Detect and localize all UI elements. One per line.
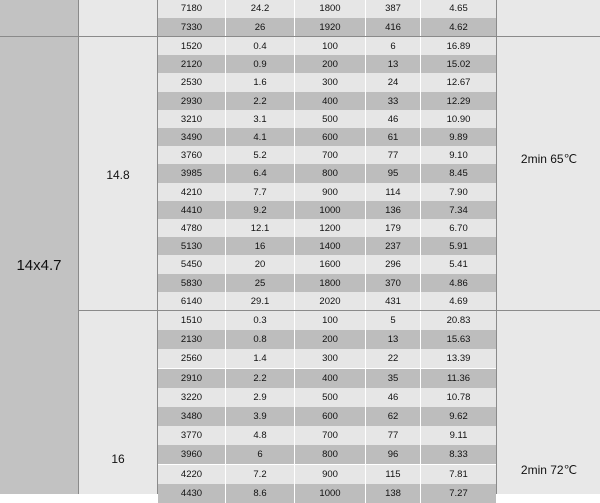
- pressure-cell: 2130: [158, 330, 226, 349]
- flow-cell: 1000: [295, 484, 366, 503]
- pressure-cell: 3490: [158, 128, 226, 147]
- flow-cell: 1400: [295, 237, 366, 256]
- power-output-cell: 35: [366, 369, 421, 388]
- efficiency-cell: 9.11: [449, 430, 468, 442]
- table-row: [158, 183, 496, 202]
- efficiency-cell: 10.90: [446, 113, 471, 125]
- power-output-cell: 96: [366, 445, 421, 464]
- pressure-cell: 5450: [158, 255, 226, 274]
- current-cell: 0.8: [226, 330, 295, 349]
- efficiency-cell: 20.83: [446, 315, 471, 326]
- pressure-cell: 5130: [158, 237, 226, 256]
- table-row: [158, 37, 496, 56]
- pressure-cell: 3960: [158, 445, 226, 464]
- power-output-cell: 387: [366, 0, 421, 18]
- current-cell: 3.9: [226, 407, 295, 426]
- current-cell: 0.4: [226, 37, 295, 56]
- table-row: [158, 330, 496, 349]
- pressure-cell: 2910: [158, 369, 226, 388]
- table-row: [158, 73, 496, 92]
- power-output-cell: 95: [366, 164, 421, 183]
- flow-cell: 800: [295, 164, 366, 183]
- pressure-cell: 4210: [158, 183, 226, 202]
- flow-cell: 100: [295, 311, 366, 330]
- efficiency-cell: 4.69: [449, 295, 468, 307]
- power-output-cell: 62: [366, 407, 421, 426]
- table-row: [158, 219, 496, 238]
- table-row: [158, 164, 496, 183]
- flow-cell: 1920: [295, 18, 366, 37]
- efficiency-cell: 9.10: [449, 150, 468, 162]
- pressure-cell: 1520: [158, 37, 226, 56]
- pressure-cell: 3760: [158, 146, 226, 165]
- flow-cell: 500: [295, 388, 366, 407]
- current-cell: 1.6: [226, 73, 295, 92]
- pressure-cell: 2560: [158, 349, 226, 368]
- condition-cell-previous: [496, 0, 600, 36]
- pressure-cell: 7180: [158, 0, 226, 18]
- current-cell: 0.9: [226, 55, 295, 74]
- power-output-cell: 431: [366, 292, 421, 311]
- table-row: [158, 55, 496, 74]
- efficiency-cell: 6.70: [449, 223, 468, 234]
- pressure-cell: 6140: [158, 292, 226, 311]
- table-row: [158, 445, 496, 464]
- flow-cell: 1200: [295, 219, 366, 238]
- current-cell: 0.3: [226, 311, 295, 330]
- power-output-cell: 179: [366, 219, 421, 238]
- current-cell: 16: [226, 237, 295, 256]
- condition-cell-group-2: [496, 311, 600, 494]
- table-row: [158, 18, 496, 37]
- flow-cell: 800: [295, 445, 366, 464]
- power-output-cell: 77: [366, 426, 421, 445]
- pressure-cell: 4780: [158, 219, 226, 238]
- efficiency-cell: 8.45: [449, 168, 468, 180]
- pressure-cell: 4220: [158, 465, 226, 484]
- group-separator: [79, 310, 600, 311]
- efficiency-cell: 15.02: [446, 59, 471, 71]
- power-output-cell: 237: [366, 237, 421, 256]
- flow-cell: 200: [295, 330, 366, 349]
- flow-cell: 600: [295, 407, 366, 426]
- flow-cell: 900: [295, 183, 366, 202]
- efficiency-cell: 8.33: [449, 449, 468, 461]
- efficiency-cell: 7.81: [449, 468, 468, 480]
- table-row: [158, 311, 496, 330]
- table-row: [158, 146, 496, 165]
- power-output-cell: 370: [366, 274, 421, 293]
- flow-cell: 1600: [295, 255, 366, 274]
- condition-label-group-2: 2min 72℃: [520, 463, 578, 477]
- pressure-cell: 2530: [158, 73, 226, 92]
- current-cell: 4.1: [226, 128, 295, 147]
- current-cell: 3.1: [226, 110, 295, 129]
- table-row: [158, 349, 496, 368]
- efficiency-cell: 12.29: [446, 95, 471, 107]
- current-cell: 6.4: [226, 164, 295, 183]
- flow-cell: 400: [295, 369, 366, 388]
- current-cell: 2.9: [226, 388, 295, 407]
- flow-cell: 1800: [295, 0, 366, 18]
- current-cell: 5.2: [226, 146, 295, 165]
- table-row: [158, 0, 496, 18]
- pressure-cell: 3210: [158, 110, 226, 129]
- power-output-cell: 24: [366, 73, 421, 92]
- pressure-cell: 2930: [158, 92, 226, 111]
- current-cell: 29.1: [226, 292, 295, 311]
- current-cell: 20: [226, 255, 295, 274]
- power-output-cell: 136: [366, 201, 421, 220]
- power-output-cell: 46: [366, 110, 421, 129]
- efficiency-cell: 7.90: [449, 186, 468, 198]
- size-cell-previous: [0, 0, 79, 37]
- efficiency-cell: 7.34: [449, 204, 468, 216]
- current-cell: 2.2: [226, 369, 295, 388]
- power-output-cell: 6: [366, 37, 421, 56]
- table-row: [158, 92, 496, 111]
- flow-cell: 700: [295, 426, 366, 445]
- power-output-cell: 138: [366, 484, 421, 503]
- flow-cell: 300: [295, 73, 366, 92]
- power-output-cell: 13: [366, 55, 421, 74]
- table-row: [158, 388, 496, 407]
- table-row: [158, 201, 496, 220]
- current-cell: 7.7: [226, 183, 295, 202]
- current-cell: 26: [226, 18, 295, 37]
- current-cell: 12.1: [226, 219, 295, 238]
- flow-cell: 2020: [295, 292, 366, 311]
- current-cell: 1.4: [226, 349, 295, 368]
- pressure-cell: 5830: [158, 274, 226, 293]
- power-output-cell: 13: [366, 330, 421, 349]
- current-cell: 6: [226, 445, 295, 464]
- pressure-cell: 4430: [158, 484, 226, 503]
- flow-cell: 900: [295, 465, 366, 484]
- pressure-cell: 2120: [158, 55, 226, 74]
- current-cell: 4.8: [226, 426, 295, 445]
- efficiency-cell: 9.89: [449, 132, 468, 143]
- pressure-cell: 7330: [158, 18, 226, 37]
- power-output-cell: 115: [366, 465, 421, 484]
- efficiency-cell: 7.27: [449, 487, 468, 499]
- power-output-cell: 61: [366, 128, 421, 147]
- size-label: 14x4.7: [16, 257, 62, 274]
- current-cell: 24.2: [226, 0, 295, 18]
- efficiency-cell: 12.67: [446, 77, 471, 89]
- table-row: [158, 426, 496, 445]
- power-label-group-1: 14.8: [106, 168, 130, 182]
- power-output-cell: 296: [366, 255, 421, 274]
- flow-cell: 100: [295, 37, 366, 56]
- current-cell: 9.2: [226, 201, 295, 220]
- current-cell: 7.2: [226, 465, 295, 484]
- pressure-cell: 3220: [158, 388, 226, 407]
- power-output-cell: 77: [366, 146, 421, 165]
- pressure-cell: 1510: [158, 311, 226, 330]
- table-row: [158, 237, 496, 256]
- power-output-cell: 114: [366, 183, 421, 202]
- pressure-cell: 3985: [158, 164, 226, 183]
- power-cell-previous: [79, 0, 158, 36]
- flow-cell: 500: [295, 110, 366, 129]
- table-row: [158, 407, 496, 426]
- efficiency-cell: 13.39: [446, 353, 471, 365]
- flow-cell: 400: [295, 92, 366, 111]
- current-cell: 2.2: [226, 92, 295, 111]
- power-output-cell: 22: [366, 349, 421, 368]
- efficiency-cell: 9.62: [449, 411, 468, 422]
- efficiency-cell: 5.41: [449, 259, 468, 271]
- efficiency-cell: 4.62: [449, 22, 468, 34]
- flow-cell: 1800: [295, 274, 366, 293]
- table-row: [158, 484, 496, 503]
- power-output-cell: 46: [366, 388, 421, 407]
- efficiency-cell: 15.63: [446, 334, 471, 346]
- power-output-cell: 5: [366, 311, 421, 330]
- flow-cell: 200: [295, 55, 366, 74]
- table-row: [158, 369, 496, 388]
- efficiency-cell: 5.91: [449, 241, 468, 253]
- efficiency-cell: 10.78: [446, 391, 471, 403]
- power-cell-group-2: [79, 311, 158, 494]
- power-cell-group-1: [79, 37, 158, 310]
- pressure-cell: 3480: [158, 407, 226, 426]
- table-row: [158, 110, 496, 129]
- condition-cell-group-1: [496, 37, 600, 310]
- flow-cell: 700: [295, 146, 366, 165]
- table-row: [158, 292, 496, 311]
- condition-label-group-1: 2min 65℃: [520, 152, 578, 166]
- power-output-cell: 33: [366, 92, 421, 111]
- flow-cell: 1000: [295, 201, 366, 220]
- table-row: [158, 274, 496, 293]
- efficiency-cell: 4.65: [449, 3, 468, 14]
- flow-cell: 300: [295, 349, 366, 368]
- efficiency-cell: 16.89: [446, 41, 471, 52]
- table-row: [158, 255, 496, 274]
- size-cell: [0, 37, 79, 494]
- current-cell: 25: [226, 274, 295, 293]
- efficiency-cell: 11.36: [446, 372, 471, 384]
- group-separator: [79, 36, 600, 37]
- efficiency-cell: 4.86: [449, 277, 468, 289]
- pressure-cell: 3770: [158, 426, 226, 445]
- current-cell: 8.6: [226, 484, 295, 503]
- power-output-cell: 416: [366, 18, 421, 37]
- table-row: [158, 128, 496, 147]
- pressure-cell: 4410: [158, 201, 226, 220]
- power-label-group-2: 16: [111, 452, 125, 466]
- table-row: [158, 465, 496, 484]
- flow-cell: 600: [295, 128, 366, 147]
